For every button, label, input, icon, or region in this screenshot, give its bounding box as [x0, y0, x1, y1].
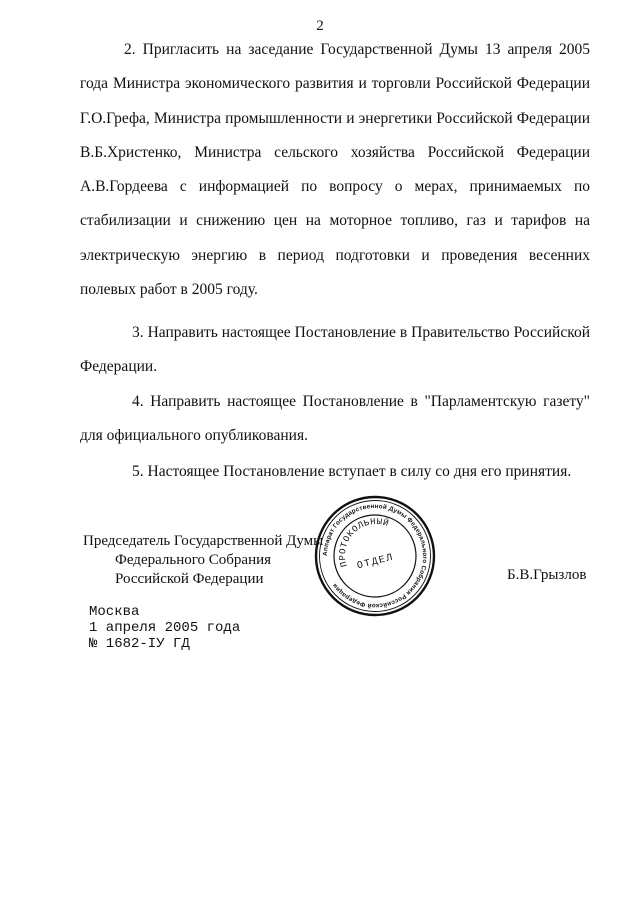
paragraph-line: года Министра экономического развития и торговли Российской Федерации [80, 75, 590, 93]
signer-title-line: Федерального Собрания [115, 552, 272, 568]
paragraph-line: стабилизации и снижению цен на моторное топливо, газ и тарифов на [80, 212, 590, 230]
paragraph-line: полевых работ в 2005 году. [80, 281, 258, 299]
seal-center-line: ПРОТОКОЛЬНЫЙ [337, 516, 391, 568]
page-number: 2 [316, 18, 324, 34]
signature-name: Б.В.Грызлов [507, 567, 587, 583]
paragraph-line: электрическую энергию в период подготовки и проведения весенних [80, 246, 590, 264]
official-seal [313, 494, 437, 618]
signer-block [83, 532, 323, 589]
seal-center-line: ОТДЕЛ [356, 552, 396, 573]
signer-title-line: Российской Федерации [115, 571, 264, 587]
paragraph-line: В.Б.Христенко, Министра сельского хозяйства Российской Федерации [80, 143, 590, 161]
signer-title-line: Председатель Государственной Думы [83, 533, 324, 549]
paragraph-line: для официального опубликования. [80, 427, 308, 445]
footer-date: 1 апреля 2005 года [89, 620, 241, 636]
paragraph-5 [80, 455, 590, 489]
paragraph-2 [80, 33, 590, 307]
paragraph-line: 4. Направить настоящее Постановление в "Парламентскую газету" [132, 393, 590, 410]
paragraph-line: Г.О.Грефа, Министра промышленности и энергетики Российской Федерации [80, 109, 590, 127]
document-footer [89, 604, 240, 652]
paragraph-line: 5. Настоящее Постановление вступает в силу со дня его принятия. [132, 463, 572, 480]
paragraph-line: Федерации. [80, 358, 158, 376]
paragraph-line: 3. Направить настоящее Постановление в Правительство Российской [132, 324, 590, 341]
paragraph-3 [80, 316, 590, 385]
paragraph-line: А.В.Гордеева с информацией по вопросу о мерах, принимаемых по [80, 178, 590, 196]
seal-ring-text: Аппарат Государственной Думы Федерального Собрания Российской Федерации [321, 502, 429, 610]
paragraph-4 [80, 385, 590, 454]
footer-number: № 1682-IУ ГД [89, 636, 190, 652]
footer-city: Москва [89, 604, 140, 620]
paragraph-line: 2. Пригласить на заседание Государственной Думы 13 апреля 2005 [124, 41, 590, 58]
